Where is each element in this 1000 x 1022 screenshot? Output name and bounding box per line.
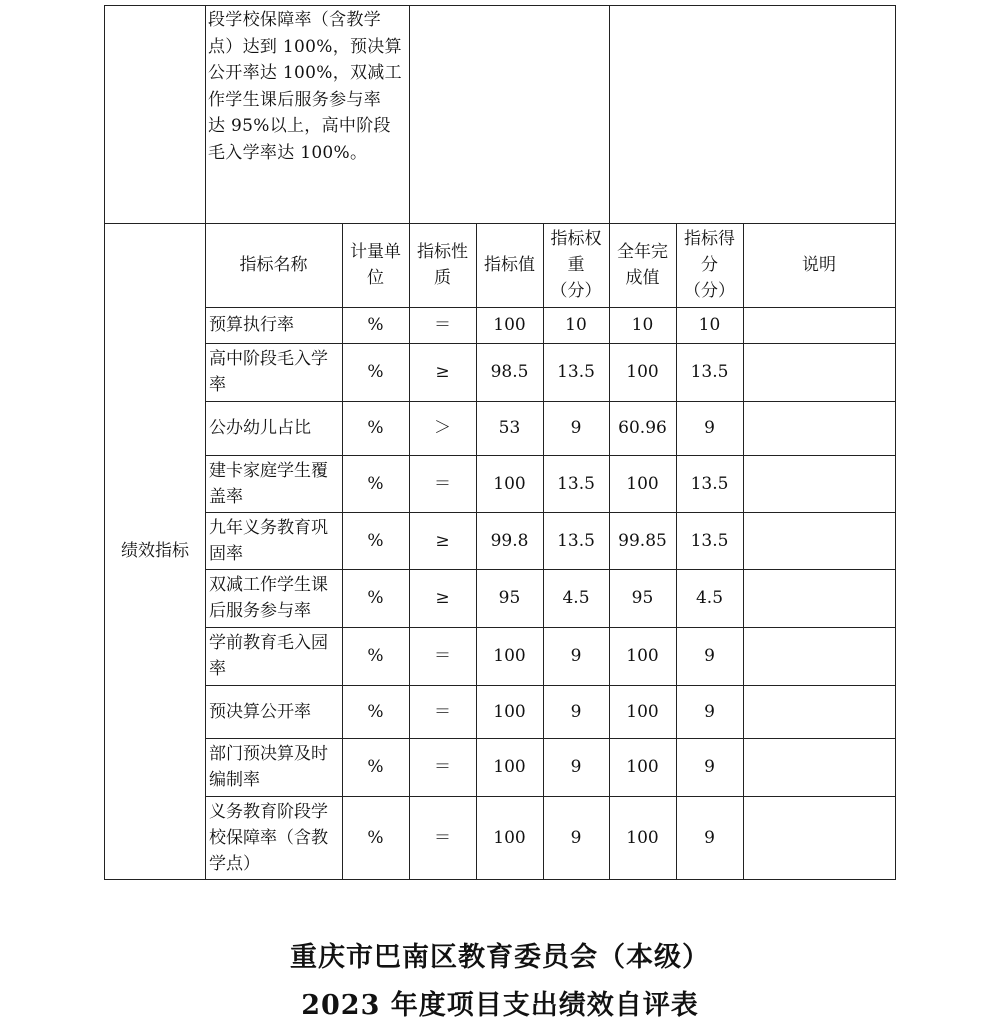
- indicator-nature: ≥: [435, 588, 450, 608]
- column-divider: [609, 5, 610, 223]
- description-line: 作学生课后服务参与率: [208, 89, 381, 110]
- indicator-unit: %: [367, 530, 384, 551]
- indicator-nature: ＝: [434, 473, 451, 494]
- indicator-target-value: 100: [493, 315, 526, 335]
- indicator-weight: 9: [570, 418, 582, 438]
- indicator-score: 9: [704, 418, 715, 438]
- indicator-target-value: 98.5: [490, 362, 529, 382]
- header-weight: 指标权 重 （分）: [550, 229, 602, 301]
- indicator-actual-value: 100: [626, 646, 659, 666]
- header-actual-value: 全年完 成值: [617, 242, 668, 288]
- indicator-nature: ＝: [434, 827, 451, 848]
- column-divider: [743, 223, 744, 879]
- description-line: 毛入学率达 100%。: [208, 142, 368, 163]
- indicator-weight: 13.5: [557, 362, 595, 382]
- indicator-score: 13.5: [690, 362, 729, 382]
- indicator-actual-value: 99.85: [618, 530, 667, 551]
- indicator-nature: ＝: [434, 757, 451, 777]
- indicator-weight: 13.5: [557, 530, 595, 551]
- indicator-nature: ＝: [434, 315, 451, 335]
- indicator-actual-value: 100: [626, 362, 659, 382]
- header-unit: 计量单 位: [350, 242, 401, 288]
- indicator-score: 10: [698, 315, 721, 335]
- indicator-actual-value: 10: [631, 315, 654, 335]
- indicator-score: 13.5: [690, 473, 729, 494]
- header-indicator-name: 指标名称: [239, 255, 308, 275]
- indicator-name: 预算执行率: [209, 315, 294, 335]
- description-line: 段学校保障率（含教学: [208, 10, 381, 30]
- indicator-actual-value: 100: [626, 827, 659, 848]
- indicator-weight: 4.5: [562, 588, 590, 608]
- indicator-weight: 9: [570, 701, 582, 722]
- section-label: 绩效指标: [121, 541, 189, 561]
- indicator-name: 九年义务教育巩 固率: [209, 517, 328, 564]
- indicator-target-value: 100: [493, 701, 526, 722]
- indicator-unit: %: [367, 701, 384, 722]
- indicator-nature: ＝: [434, 701, 451, 722]
- indicator-unit: %: [367, 473, 384, 494]
- indicator-name: 部门预决算及时 编制率: [209, 744, 328, 790]
- indicator-unit: %: [367, 362, 384, 382]
- indicator-nature: ＞: [434, 418, 451, 438]
- description-line: 达 95%以上，高中阶段: [208, 116, 391, 136]
- indicator-target-value: 100: [493, 757, 526, 777]
- indicator-target-value: 100: [493, 646, 526, 666]
- indicator-actual-value: 60.96: [618, 418, 667, 438]
- indicator-nature: ≥: [435, 530, 450, 551]
- indicator-actual-value: 100: [626, 473, 659, 494]
- table-border-top: [104, 5, 896, 6]
- indicator-score: 9: [704, 646, 715, 666]
- indicator-target-value: 53: [498, 418, 521, 438]
- indicator-name: 高中阶段毛入学 率: [209, 349, 328, 395]
- indicator-score: 9: [704, 701, 715, 722]
- indicator-name: 公办幼儿占比: [209, 418, 311, 438]
- goal-description: [208, 7, 408, 166]
- indicator-target-value: 100: [493, 473, 526, 494]
- description-line: 点）达到 100%，预决算: [208, 36, 402, 57]
- indicator-name: 建卡家庭学生覆 盖率: [209, 460, 328, 507]
- header-target-value: 指标值: [484, 255, 535, 275]
- indicator-unit: %: [367, 418, 384, 438]
- indicator-score: 9: [704, 757, 715, 777]
- indicator-unit: %: [367, 827, 384, 848]
- header-nature: 指标性 质: [417, 242, 468, 288]
- indicator-name: 双减工作学生课 后服务参与率: [209, 575, 328, 621]
- indicator-unit: %: [367, 646, 384, 666]
- page-title-org: 重庆市巴南区教育委员会（本级）: [290, 942, 710, 973]
- indicator-weight: 10: [565, 315, 587, 335]
- indicator-weight: 9: [570, 646, 582, 666]
- indicator-weight: 9: [570, 757, 582, 777]
- indicator-actual-value: 100: [626, 701, 659, 722]
- table-border-bottom: [104, 879, 896, 880]
- indicator-actual-value: 95: [631, 588, 654, 608]
- indicator-score: 13.5: [690, 530, 729, 551]
- indicator-weight: 9: [570, 827, 582, 848]
- indicator-unit: %: [367, 757, 384, 777]
- indicator-score: 9: [704, 827, 715, 848]
- indicator-name: 学前教育毛入园 率: [209, 633, 328, 679]
- indicator-name: 义务教育阶段学 校保障率（含教 学点）: [209, 801, 328, 874]
- indicator-actual-value: 100: [626, 757, 659, 777]
- page-title-report: 2023 年度项目支出绩效自评表: [301, 990, 699, 1021]
- indicator-target-value: 99.8: [490, 530, 529, 551]
- indicator-unit: %: [367, 588, 384, 608]
- indicator-weight: 13.5: [557, 473, 595, 494]
- indicator-target-value: 95: [498, 588, 521, 608]
- header-score: 指标得 分 （分）: [684, 229, 735, 301]
- indicator-nature: ≥: [435, 362, 450, 382]
- indicator-unit: %: [367, 315, 384, 335]
- indicator-score: 4.5: [695, 588, 724, 608]
- indicator-name: 预决算公开率: [209, 701, 311, 722]
- header-note: 说明: [802, 255, 836, 275]
- indicator-nature: ＝: [434, 646, 451, 666]
- table-border-right: [895, 5, 896, 880]
- column-divider: [409, 5, 410, 223]
- description-line: 公开率达 100%，双减工: [208, 63, 402, 83]
- indicator-target-value: 100: [493, 827, 526, 848]
